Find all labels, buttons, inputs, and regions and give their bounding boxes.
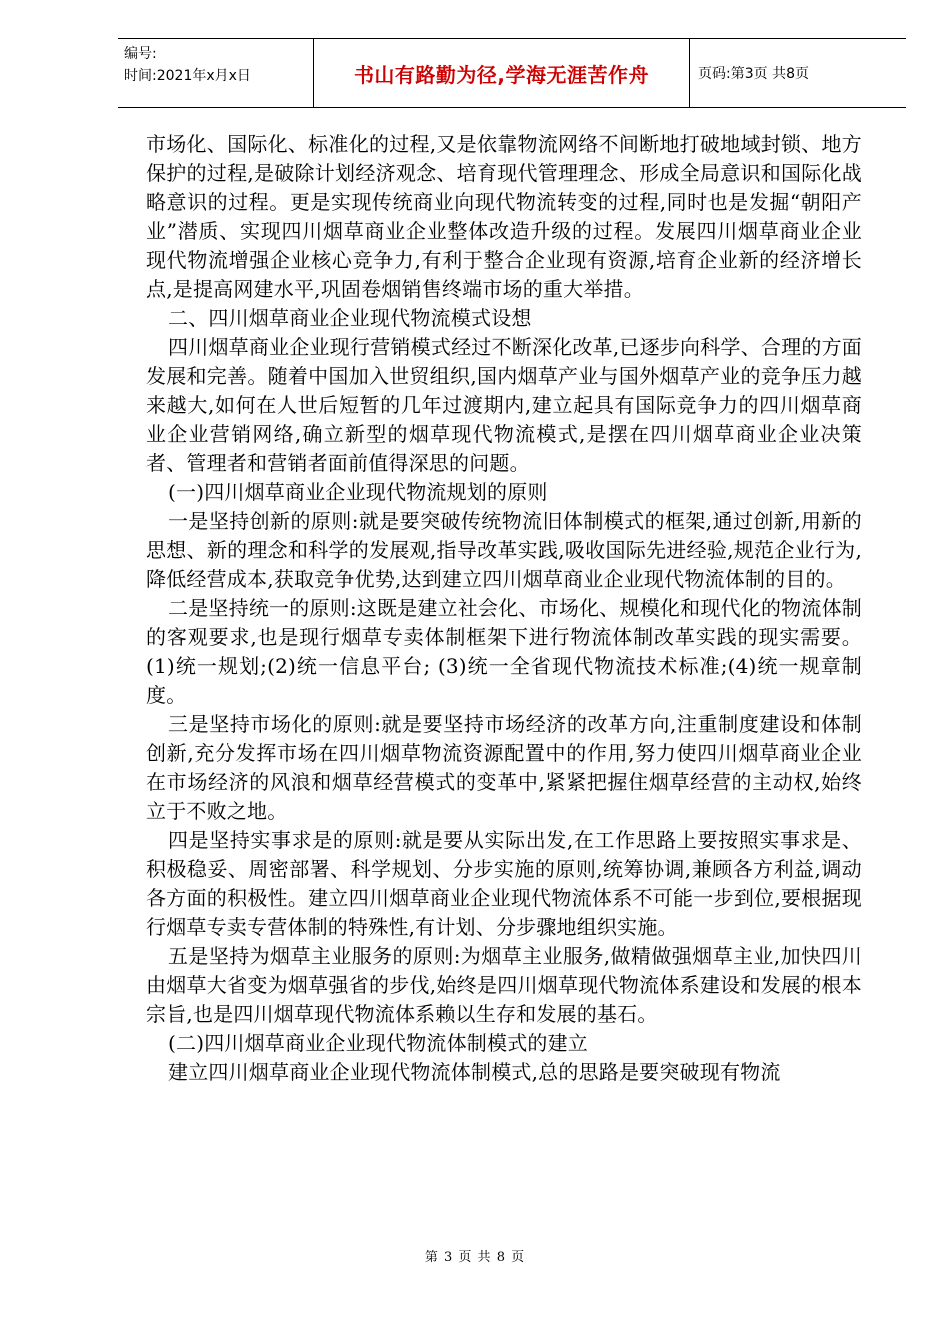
paragraph: 市场化、国际化、标准化的过程,又是依靠物流网络不间断地打破地域封锁、地方保护的过程,是破除计划经济观念、培育现代管理理念、形成全局意识和国际化战略意识的过程。更是实现传统商业向现代物流转变的过程,同时也是发掘“朝阳产业”潜质、实现四川烟草商业企业整体改造升级的过程。发展四川烟草商业企业现代物流增强企业核心竞争力,有利于整合企业现有资源,培育企业新的经济增长点,是提高网建水平,巩固卷烟销售终端市场的重大举措。	[146, 132, 862, 301]
section-heading: 二、四川烟草商业企业现代物流模式设想	[168, 306, 532, 330]
document-time-label: 时间:2021年x月x日	[124, 68, 251, 84]
header-meta	[118, 39, 314, 107]
document-body	[146, 130, 862, 1087]
header-page-number: 页码:第3页 共8页	[698, 66, 809, 82]
paragraph: 三是坚持市场化的原则:就是要坚持市场经济的改革方向,注重制度建设和体制创新,充分发挥市场在四川烟草物流资源配置中的作用,努力使四川烟草商业企业在市场经济的风浪和烟草经营模式的变革中,紧紧把握住烟草经营的主动权,始终立于不败之地。	[146, 712, 862, 823]
paragraph: 一是坚持创新的原则:就是要突破传统物流旧体制模式的框架,通过创新,用新的思想、新的理念和科学的发展观,指导改革实践,吸收国际先进经验,规范企业行为,降低经营成本,获取竞争优势,达到建立四川烟草商业企业现代物流体制的目的。	[146, 509, 862, 591]
paragraph: 五是坚持为烟草主业服务的原则:为烟草主业服务,做精做强烟草主业,加快四川由烟草大省变为烟草强省的步伐,始终是四川烟草现代物流体系建设和发展的根本宗旨,也是四川烟草现代物流体系赖以生存和发展的基石。	[146, 944, 862, 1026]
header-motto: 书山有路勤为径,学海无涯苦作舟	[314, 39, 690, 107]
subsection-heading: (二)四川烟草商业企业现代物流体制模式的建立	[168, 1031, 589, 1055]
paragraph: 建立四川烟草商业企业现代物流体制模式,总的思路是要突破现有物流	[168, 1060, 781, 1084]
paragraph: 四川烟草商业企业现行营销模式经过不断深化改革,已逐步向科学、合理的方面发展和完善。随着中国加入世贸组织,国内烟草产业与国外烟草产业的竞争压力越来越大,如何在人世后短暂的几年过渡期内,建立起具有国际竞争力的四川烟草商业企业营销网络,确立新型的烟草现代物流模式,是摆在四川烟草商业企业决策者、管理者和营销者面前值得深思的问题。	[146, 335, 862, 475]
page-header	[118, 38, 906, 108]
subsection-heading: (一)四川烟草商业企业现代物流规划的原则	[168, 480, 548, 504]
page-footer: 第 3 页 共 8 页	[424, 1250, 526, 1265]
paragraph: 二是坚持统一的原则:这既是建立社会化、市场化、规模化和现代化的物流体制的客观要求,也是现行烟草专卖体制框架下进行物流体制改革实践的现实需要。(1)统一规划;(2)统一信息平台; (3)统一全省现代物流技术标准;(4)统一规章制度。	[146, 596, 862, 707]
paragraph: 四是坚持实事求是的原则:就是要从实际出发,在工作思路上要按照实事求是、积极稳妥、周密部署、科学规划、分步实施的原则,统筹协调,兼顾各方利益,调动各方面的积极性。建立四川烟草商业企业现代物流体系不可能一步到位,要根据现行烟草专卖专营体制的特殊性,有计划、分步骤地组织实施。	[146, 828, 862, 939]
document-number-label: 编号:	[124, 46, 157, 62]
